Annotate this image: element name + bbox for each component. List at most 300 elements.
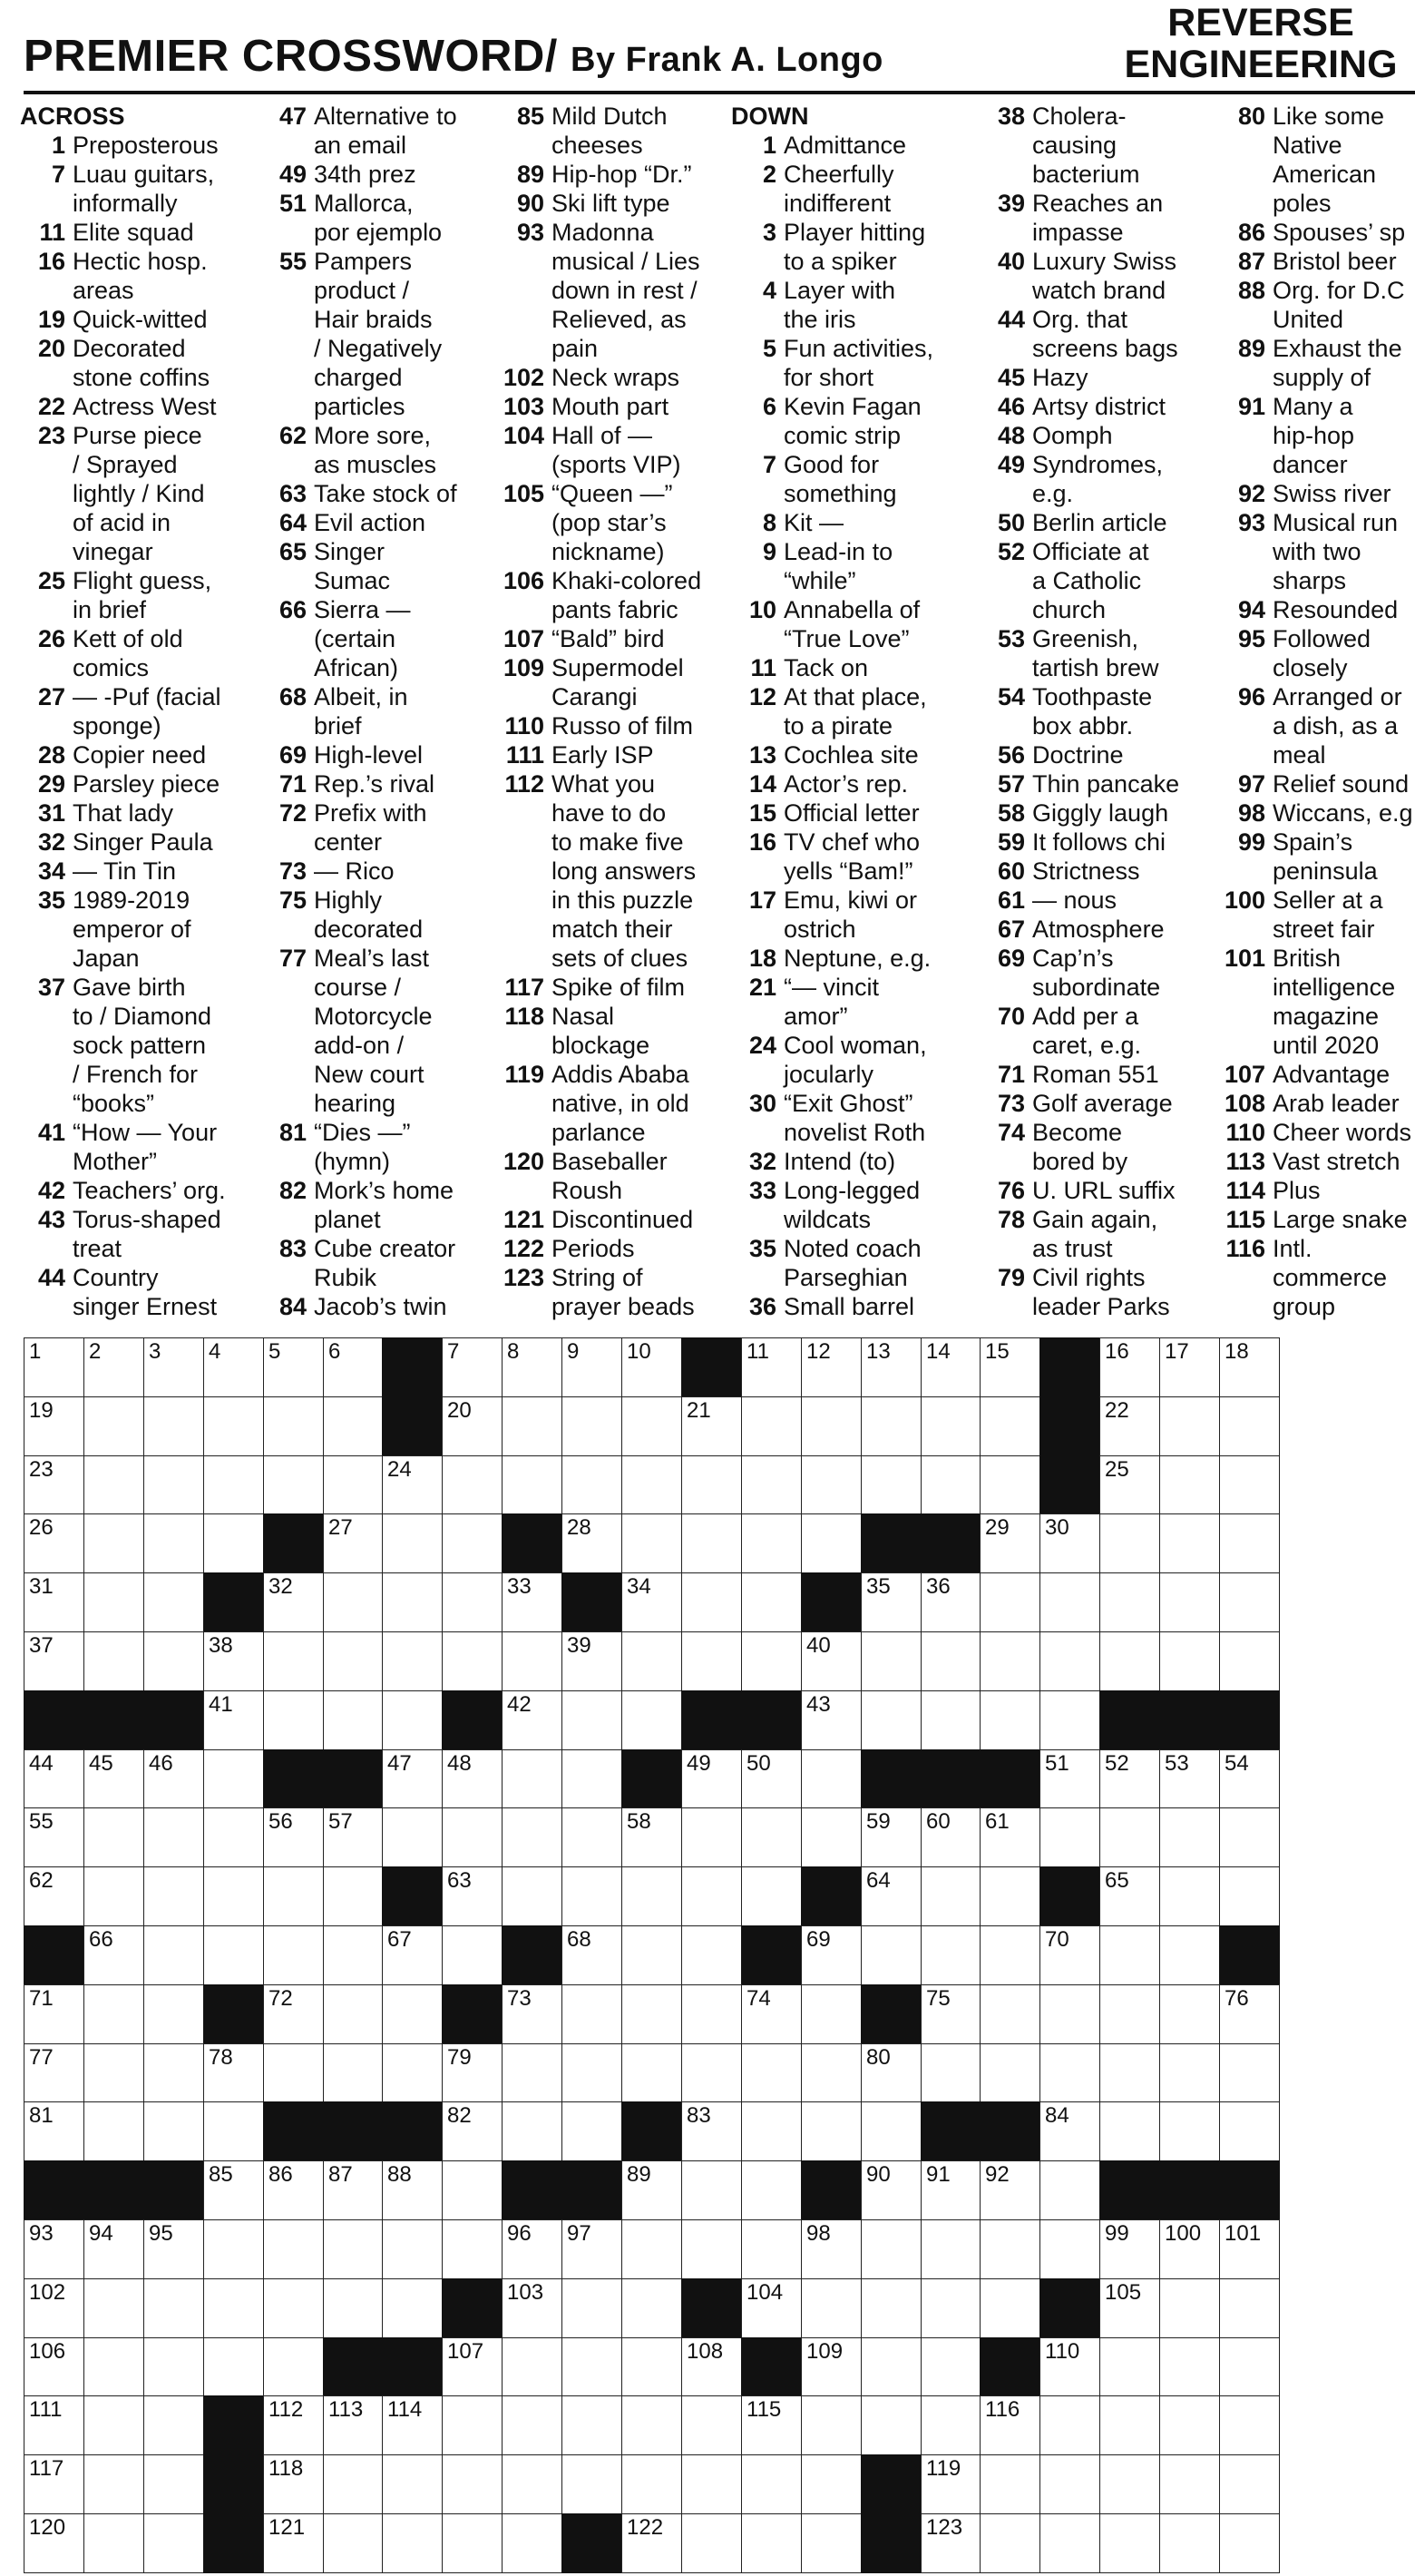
grid-cell[interactable] (143, 1572, 204, 1632)
grid-cell[interactable] (382, 2278, 443, 2338)
grid-cell[interactable] (1039, 1572, 1100, 1632)
grid-cell[interactable] (143, 2101, 204, 2161)
grid-cell[interactable] (24, 1513, 84, 1573)
grid-cell[interactable] (681, 2513, 742, 2573)
grid-cell[interactable] (801, 1337, 862, 1397)
grid-cell[interactable] (561, 1925, 622, 1985)
grid-cell[interactable] (621, 2454, 682, 2514)
grid-cell[interactable] (1159, 2337, 1220, 2396)
grid-cell[interactable] (621, 2513, 682, 2573)
grid-cell[interactable] (442, 1337, 503, 1397)
grid-cell[interactable] (263, 2278, 324, 2338)
grid-cell[interactable] (143, 1455, 204, 1514)
grid-cell[interactable] (1099, 1807, 1160, 1867)
grid-cell[interactable] (921, 2395, 981, 2455)
grid-cell[interactable] (681, 1925, 742, 1985)
grid-cell[interactable] (382, 2043, 443, 2102)
grid-cell[interactable] (1159, 1572, 1220, 1632)
grid-cell[interactable] (442, 2101, 503, 2161)
grid-cell[interactable] (741, 2219, 802, 2279)
grid-cell[interactable] (442, 2395, 503, 2455)
grid-cell[interactable] (143, 2043, 204, 2102)
grid-cell[interactable] (502, 1866, 562, 1926)
grid-cell[interactable] (442, 1807, 503, 1867)
grid-cell[interactable] (561, 2278, 622, 2338)
grid-cell[interactable] (1099, 1925, 1160, 1985)
grid-cell[interactable] (263, 2043, 324, 2102)
grid-cell[interactable] (741, 1807, 802, 1867)
grid-cell[interactable] (323, 2160, 383, 2220)
grid-cell[interactable] (980, 1984, 1040, 2044)
grid-cell[interactable] (1099, 2454, 1160, 2514)
grid-cell[interactable] (1159, 1513, 1220, 1573)
grid-cell[interactable] (263, 1690, 324, 1750)
grid-cell[interactable] (1099, 2101, 1160, 2161)
grid-cell[interactable] (681, 2101, 742, 2161)
grid-cell[interactable] (143, 1396, 204, 1456)
grid-cell[interactable] (681, 2160, 742, 2220)
grid-cell[interactable] (442, 2219, 503, 2279)
grid-cell[interactable] (741, 1984, 802, 2044)
grid-cell[interactable] (561, 2454, 622, 2514)
grid-cell[interactable] (1219, 2219, 1280, 2279)
grid-cell[interactable] (681, 2219, 742, 2279)
grid-cell[interactable] (741, 2101, 802, 2161)
grid-cell[interactable] (24, 2219, 84, 2279)
grid-cell[interactable] (861, 2337, 922, 2396)
grid-cell[interactable] (263, 1572, 324, 1632)
grid-cell[interactable] (83, 1749, 144, 1808)
grid-cell[interactable] (203, 2043, 264, 2102)
grid-cell[interactable] (1039, 2337, 1100, 2396)
grid-cell[interactable] (323, 1337, 383, 1397)
grid-cell[interactable] (442, 1866, 503, 1926)
grid-cell[interactable] (1219, 2043, 1280, 2102)
grid-cell[interactable] (1159, 1984, 1220, 2044)
grid-cell[interactable] (83, 1866, 144, 1926)
grid-cell[interactable] (1159, 1631, 1220, 1691)
grid-cell[interactable] (1099, 1396, 1160, 1456)
grid-cell[interactable] (203, 2219, 264, 2279)
grid-cell[interactable] (1219, 2395, 1280, 2455)
grid-cell[interactable] (621, 2395, 682, 2455)
grid-cell[interactable] (502, 1749, 562, 1808)
grid-cell[interactable] (621, 1807, 682, 1867)
grid-cell[interactable] (1099, 2337, 1160, 2396)
grid-cell[interactable] (801, 1925, 862, 1985)
grid-cell[interactable] (1039, 2219, 1100, 2279)
grid-cell[interactable] (1099, 2043, 1160, 2102)
grid-cell[interactable] (621, 1337, 682, 1397)
grid-cell[interactable] (980, 1925, 1040, 1985)
grid-cell[interactable] (24, 2454, 84, 2514)
grid-cell[interactable] (921, 1631, 981, 1691)
grid-cell[interactable] (143, 1984, 204, 2044)
grid-cell[interactable] (921, 2337, 981, 2396)
grid-cell[interactable] (382, 1631, 443, 1691)
grid-cell[interactable] (1159, 1337, 1220, 1397)
grid-cell[interactable] (621, 1513, 682, 1573)
grid-cell[interactable] (323, 1984, 383, 2044)
grid-cell[interactable] (801, 1749, 862, 1808)
grid-cell[interactable] (861, 1925, 922, 1985)
grid-cell[interactable] (83, 1337, 144, 1397)
grid-cell[interactable] (83, 1572, 144, 1632)
grid-cell[interactable] (921, 1984, 981, 2044)
grid-cell[interactable] (263, 1984, 324, 2044)
grid-cell[interactable] (681, 1866, 742, 1926)
grid-cell[interactable] (323, 2043, 383, 2102)
grid-cell[interactable] (1039, 2395, 1100, 2455)
grid-cell[interactable] (801, 2454, 862, 2514)
grid-cell[interactable] (741, 2278, 802, 2338)
grid-cell[interactable] (24, 1866, 84, 1926)
grid-cell[interactable] (24, 1396, 84, 1456)
grid-cell[interactable] (1099, 1631, 1160, 1691)
grid-cell[interactable] (323, 2395, 383, 2455)
grid-cell[interactable] (442, 2337, 503, 2396)
grid-cell[interactable] (561, 1337, 622, 1397)
grid-cell[interactable] (263, 1925, 324, 1985)
grid-cell[interactable] (502, 1631, 562, 1691)
grid-cell[interactable] (143, 1925, 204, 1985)
grid-cell[interactable] (921, 2043, 981, 2102)
grid-cell[interactable] (1219, 1984, 1280, 2044)
grid-cell[interactable] (921, 1572, 981, 1632)
grid-cell[interactable] (681, 2043, 742, 2102)
grid-cell[interactable] (1159, 1396, 1220, 1456)
grid-cell[interactable] (263, 2160, 324, 2220)
grid-cell[interactable] (502, 1572, 562, 1632)
grid-cell[interactable] (203, 1631, 264, 1691)
grid-cell[interactable] (502, 2043, 562, 2102)
grid-cell[interactable] (921, 1337, 981, 1397)
grid-cell[interactable] (1219, 1866, 1280, 1926)
grid-cell[interactable] (263, 2337, 324, 2396)
grid-cell[interactable] (203, 2160, 264, 2220)
grid-cell[interactable] (861, 1866, 922, 1926)
grid-cell[interactable] (621, 1984, 682, 2044)
grid-cell[interactable] (801, 2043, 862, 2102)
grid-cell[interactable] (382, 1807, 443, 1867)
grid-cell[interactable] (980, 1807, 1040, 1867)
grid-cell[interactable] (1039, 2043, 1100, 2102)
grid-cell[interactable] (1039, 1925, 1100, 1985)
grid-cell[interactable] (83, 2395, 144, 2455)
grid-cell[interactable] (1039, 2101, 1100, 2161)
grid-cell[interactable] (861, 2219, 922, 2279)
grid-cell[interactable] (861, 1396, 922, 1456)
grid-cell[interactable] (801, 1455, 862, 1514)
grid-cell[interactable] (323, 1925, 383, 1985)
grid-cell[interactable] (621, 2219, 682, 2279)
grid-cell[interactable] (143, 1807, 204, 1867)
grid-cell[interactable] (1039, 2454, 1100, 2514)
grid-cell[interactable] (980, 1866, 1040, 1926)
grid-cell[interactable] (442, 1396, 503, 1456)
grid-cell[interactable] (263, 2219, 324, 2279)
grid-cell[interactable] (980, 2513, 1040, 2573)
grid-cell[interactable] (502, 1690, 562, 1750)
grid-cell[interactable] (143, 1513, 204, 1573)
grid-cell[interactable] (980, 1690, 1040, 1750)
grid-cell[interactable] (263, 2395, 324, 2455)
grid-cell[interactable] (143, 2454, 204, 2514)
grid-cell[interactable] (980, 1396, 1040, 1456)
grid-cell[interactable] (143, 2337, 204, 2396)
grid-cell[interactable] (621, 1925, 682, 1985)
grid-cell[interactable] (203, 1455, 264, 1514)
grid-cell[interactable] (921, 1807, 981, 1867)
grid-cell[interactable] (681, 1984, 742, 2044)
grid-cell[interactable] (382, 2513, 443, 2573)
grid-cell[interactable] (323, 1866, 383, 1926)
grid-cell[interactable] (83, 2513, 144, 2573)
grid-cell[interactable] (203, 1690, 264, 1750)
grid-cell[interactable] (83, 2337, 144, 2396)
grid-cell[interactable] (323, 1572, 383, 1632)
grid-cell[interactable] (980, 1572, 1040, 1632)
grid-cell[interactable] (561, 1807, 622, 1867)
grid-cell[interactable] (1159, 2219, 1220, 2279)
grid-cell[interactable] (1099, 2278, 1160, 2338)
grid-cell[interactable] (1099, 1866, 1160, 1926)
grid-cell[interactable] (681, 1749, 742, 1808)
grid-cell[interactable] (24, 2513, 84, 2573)
grid-cell[interactable] (1159, 2454, 1220, 2514)
grid-cell[interactable] (502, 1807, 562, 1867)
grid-cell[interactable] (203, 1749, 264, 1808)
grid-cell[interactable] (561, 1984, 622, 2044)
grid-cell[interactable] (382, 1572, 443, 1632)
grid-cell[interactable] (263, 1455, 324, 1514)
grid-cell[interactable] (1219, 1337, 1280, 1397)
grid-cell[interactable] (921, 2160, 981, 2220)
grid-cell[interactable] (24, 1337, 84, 1397)
grid-cell[interactable] (24, 2043, 84, 2102)
grid-cell[interactable] (861, 2043, 922, 2102)
grid-cell[interactable] (1219, 1807, 1280, 1867)
grid-cell[interactable] (83, 1925, 144, 1985)
grid-cell[interactable] (1159, 2043, 1220, 2102)
grid-cell[interactable] (1099, 1749, 1160, 1808)
grid-cell[interactable] (801, 1984, 862, 2044)
grid-cell[interactable] (1159, 2395, 1220, 2455)
grid-cell[interactable] (741, 1337, 802, 1397)
grid-cell[interactable] (561, 2395, 622, 2455)
grid-cell[interactable] (621, 2043, 682, 2102)
grid-cell[interactable] (801, 1396, 862, 1456)
grid-cell[interactable] (382, 2454, 443, 2514)
grid-cell[interactable] (621, 1396, 682, 1456)
grid-cell[interactable] (502, 2513, 562, 2573)
grid-cell[interactable] (24, 1572, 84, 1632)
grid-cell[interactable] (921, 1396, 981, 1456)
grid-cell[interactable] (1159, 1749, 1220, 1808)
grid-cell[interactable] (1159, 1455, 1220, 1514)
grid-cell[interactable] (801, 1631, 862, 1691)
grid-cell[interactable] (143, 2513, 204, 2573)
grid-cell[interactable] (24, 2337, 84, 2396)
grid-cell[interactable] (143, 1631, 204, 1691)
grid-cell[interactable] (621, 1690, 682, 1750)
grid-cell[interactable] (621, 1631, 682, 1691)
grid-cell[interactable] (323, 1807, 383, 1867)
grid-cell[interactable] (442, 2160, 503, 2220)
grid-cell[interactable] (921, 2454, 981, 2514)
grid-cell[interactable] (561, 1455, 622, 1514)
grid-cell[interactable] (382, 2219, 443, 2279)
grid-cell[interactable] (741, 2043, 802, 2102)
grid-cell[interactable] (323, 2219, 383, 2279)
grid-cell[interactable] (1039, 1807, 1100, 1867)
grid-cell[interactable] (861, 2101, 922, 2161)
grid-cell[interactable] (741, 2454, 802, 2514)
grid-cell[interactable] (502, 1337, 562, 1397)
grid-cell[interactable] (980, 2219, 1040, 2279)
grid-cell[interactable] (621, 2337, 682, 2396)
grid-cell[interactable] (801, 1807, 862, 1867)
grid-cell[interactable] (442, 2043, 503, 2102)
grid-cell[interactable] (741, 2160, 802, 2220)
grid-cell[interactable] (681, 1455, 742, 1514)
grid-cell[interactable] (980, 1455, 1040, 1514)
grid-cell[interactable] (263, 2513, 324, 2573)
grid-cell[interactable] (323, 1396, 383, 1456)
grid-cell[interactable] (621, 2278, 682, 2338)
grid-cell[interactable] (24, 2101, 84, 2161)
grid-cell[interactable] (382, 1513, 443, 1573)
grid-cell[interactable] (861, 1455, 922, 1514)
grid-cell[interactable] (442, 1455, 503, 1514)
grid-cell[interactable] (741, 1513, 802, 1573)
grid-cell[interactable] (861, 1337, 922, 1397)
grid-cell[interactable] (382, 1925, 443, 1985)
grid-cell[interactable] (263, 2454, 324, 2514)
grid-cell[interactable] (1099, 1513, 1160, 1573)
grid-cell[interactable] (921, 1925, 981, 1985)
grid-cell[interactable] (1099, 2395, 1160, 2455)
grid-cell[interactable] (83, 1513, 144, 1573)
grid-cell[interactable] (801, 1690, 862, 1750)
grid-cell[interactable] (980, 1631, 1040, 1691)
grid-cell[interactable] (621, 1572, 682, 1632)
grid-cell[interactable] (502, 1455, 562, 1514)
grid-cell[interactable] (861, 1631, 922, 1691)
grid-cell[interactable] (681, 1513, 742, 1573)
grid-cell[interactable] (741, 1749, 802, 1808)
grid-cell[interactable] (1219, 2337, 1280, 2396)
grid-cell[interactable] (83, 1455, 144, 1514)
grid-cell[interactable] (561, 1866, 622, 1926)
grid-cell[interactable] (921, 1455, 981, 1514)
grid-cell[interactable] (1099, 2513, 1160, 2573)
grid-cell[interactable] (921, 2278, 981, 2338)
grid-cell[interactable] (203, 2101, 264, 2161)
grid-cell[interactable] (502, 2395, 562, 2455)
grid-cell[interactable] (502, 1396, 562, 1456)
grid-cell[interactable] (980, 2160, 1040, 2220)
grid-cell[interactable] (561, 2043, 622, 2102)
grid-cell[interactable] (861, 2160, 922, 2220)
grid-cell[interactable] (83, 1396, 144, 1456)
grid-cell[interactable] (442, 2454, 503, 2514)
grid-cell[interactable] (980, 1337, 1040, 1397)
grid-cell[interactable] (980, 1513, 1040, 1573)
grid-cell[interactable] (1219, 2454, 1280, 2514)
grid-cell[interactable] (861, 2395, 922, 2455)
grid-cell[interactable] (801, 2278, 862, 2338)
grid-cell[interactable] (502, 1984, 562, 2044)
grid-cell[interactable] (681, 1572, 742, 1632)
grid-cell[interactable] (921, 2513, 981, 2573)
grid-cell[interactable] (24, 1749, 84, 1808)
grid-cell[interactable] (382, 1455, 443, 1514)
grid-cell[interactable] (861, 1572, 922, 1632)
grid-cell[interactable] (502, 2454, 562, 2514)
grid-cell[interactable] (83, 2043, 144, 2102)
grid-cell[interactable] (143, 1749, 204, 1808)
grid-cell[interactable] (801, 2395, 862, 2455)
grid-cell[interactable] (621, 1455, 682, 1514)
grid-cell[interactable] (502, 2278, 562, 2338)
grid-cell[interactable] (681, 1807, 742, 1867)
grid-cell[interactable] (203, 1866, 264, 1926)
grid-cell[interactable] (1219, 1749, 1280, 1808)
grid-cell[interactable] (442, 1925, 503, 1985)
grid-cell[interactable] (921, 1690, 981, 1750)
grid-cell[interactable] (741, 2513, 802, 2573)
grid-cell[interactable] (203, 2337, 264, 2396)
grid-cell[interactable] (1099, 1337, 1160, 1397)
grid-cell[interactable] (561, 2101, 622, 2161)
grid-cell[interactable] (442, 1749, 503, 1808)
grid-cell[interactable] (1159, 1866, 1220, 1926)
grid-cell[interactable] (1039, 2160, 1100, 2220)
grid-cell[interactable] (263, 1631, 324, 1691)
grid-cell[interactable] (502, 2101, 562, 2161)
grid-cell[interactable] (561, 1749, 622, 1808)
grid-cell[interactable] (1099, 1984, 1160, 2044)
grid-cell[interactable] (980, 2278, 1040, 2338)
grid-cell[interactable] (24, 2395, 84, 2455)
grid-cell[interactable] (1159, 1807, 1220, 1867)
grid-cell[interactable] (621, 1866, 682, 1926)
grid-cell[interactable] (1219, 2278, 1280, 2338)
grid-cell[interactable] (621, 2160, 682, 2220)
grid-cell[interactable] (382, 1749, 443, 1808)
grid-cell[interactable] (203, 1337, 264, 1397)
grid-cell[interactable] (1039, 1631, 1100, 1691)
grid-cell[interactable] (1039, 1984, 1100, 2044)
grid-cell[interactable] (1039, 2513, 1100, 2573)
grid-cell[interactable] (83, 1631, 144, 1691)
grid-cell[interactable] (741, 1572, 802, 1632)
grid-cell[interactable] (1219, 1396, 1280, 1456)
grid-cell[interactable] (801, 2513, 862, 2573)
grid-cell[interactable] (323, 1455, 383, 1514)
grid-cell[interactable] (681, 1631, 742, 1691)
grid-cell[interactable] (1219, 2101, 1280, 2161)
grid-cell[interactable] (203, 1807, 264, 1867)
grid-cell[interactable] (681, 2395, 742, 2455)
grid-cell[interactable] (263, 1807, 324, 1867)
grid-cell[interactable] (801, 1513, 862, 1573)
grid-cell[interactable] (1039, 1690, 1100, 1750)
grid-cell[interactable] (263, 1396, 324, 1456)
grid-cell[interactable] (561, 2219, 622, 2279)
grid-cell[interactable] (861, 2278, 922, 2338)
